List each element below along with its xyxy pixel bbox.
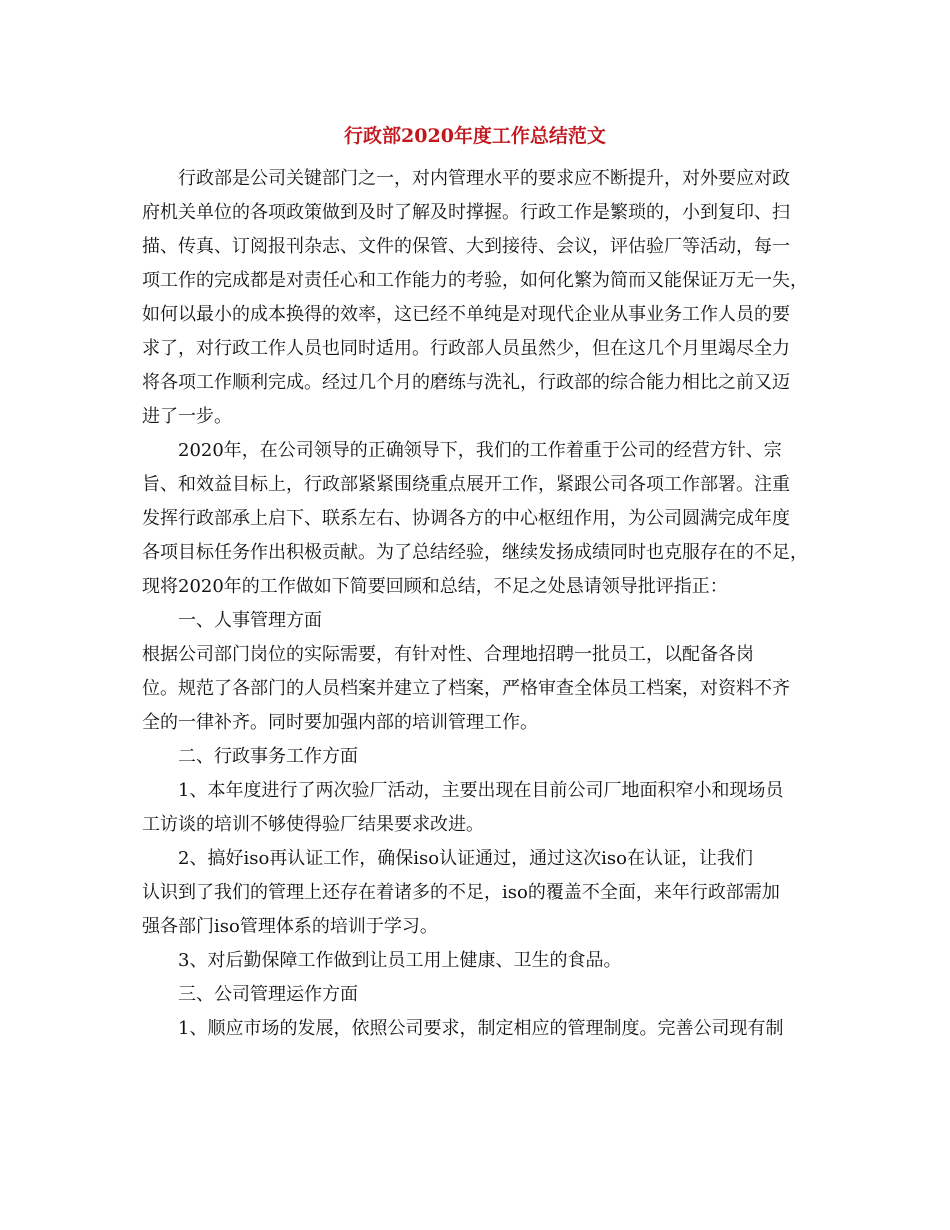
body-line: 描、传真、订阅报刊杂志、文件的保管、大到接待、会议，评估验厂等活动，每一: [142, 236, 790, 257]
body-line: 现将2020年的工作做如下简要回顾和总结，不足之处恳请领导批评指正：: [142, 576, 728, 597]
body-line: 各项目标任务作出积极贡献。为了总结经验，继续发扬成绩同时也克服存在的不足，: [142, 542, 808, 563]
body-line: 强各部门iso管理体系的培训于学习。: [142, 916, 438, 937]
body-line: 认识到了我们的管理上还存在着诸多的不足，iso的覆盖不全面，来年行政部需加: [142, 882, 780, 903]
body-line: 行政部是公司关键部门之一，对内管理水平的要求应不断提升，对外要应对政: [178, 168, 790, 189]
document-body: [142, 162, 822, 1046]
body-line: 进了一步。: [142, 406, 232, 427]
body-line: 将各项工作顺利完成。经过几个月的磨练与洗礼，行政部的综合能力相比之前又迈: [142, 372, 790, 393]
body-line: 工访谈的培训不够使得验厂结果要求改进。: [142, 814, 484, 835]
body-line: 根据公司部门岗位的实际需要，有针对性、合理地招聘一批员工，以配备各岗: [142, 644, 754, 665]
body-line: 1、本年度进行了两次验厂活动，主要出现在目前公司厂地面积窄小和现场员: [178, 780, 784, 801]
body-line: 项工作的完成都是对责任心和工作能力的考验，如何化繁为简而又能保证万无一失，: [142, 270, 808, 291]
body-line: 旨、和效益目标上，行政部紧紧围绕重点展开工作，紧跟公司各项工作部署。注重: [142, 474, 790, 495]
body-line: 府机关单位的各项政策做到及时了解及时撑握。行政工作是繁琐的，小到复印、扫: [142, 202, 790, 223]
body-line: 二、行政事务工作方面: [178, 746, 358, 767]
body-line: 1、顺应市场的发展，依照公司要求，制定相应的管理制度。完善公司现有制: [178, 1018, 784, 1039]
body-line: 2、搞好iso再认证工作，确保iso认证通过，通过这次iso在认证，让我们: [178, 848, 753, 869]
body-line: 如何以最小的成本换得的效率，这已经不单纯是对现代企业从事业务工作人员的要: [142, 304, 790, 325]
body-line: 位。规范了各部门的人员档案并建立了档案，严格审查全体员工档案，对资料不齐: [142, 678, 790, 699]
body-line: 一、人事管理方面: [178, 610, 322, 631]
body-line: 3、对后勤保障工作做到让员工用上健康、卫生的食品。: [178, 950, 622, 971]
body-line: 发挥行政部承上启下、联系左右、协调各方的中心枢纽作用，为公司圆满完成年度: [142, 508, 790, 529]
body-line: 全的一律补齐。同时要加强内部的培训管理工作。: [142, 712, 538, 733]
body-line: 2020年，在公司领导的正确领导下，我们的工作着重于公司的经营方针、宗: [178, 440, 782, 461]
document-title: 行政部2020年度工作总结范文: [344, 125, 606, 147]
body-line: 三、公司管理运作方面: [178, 984, 358, 1005]
body-line: 求了，对行政工作人员也同时适用。行政部人员虽然少，但在这几个月里竭尽全力: [142, 338, 790, 359]
